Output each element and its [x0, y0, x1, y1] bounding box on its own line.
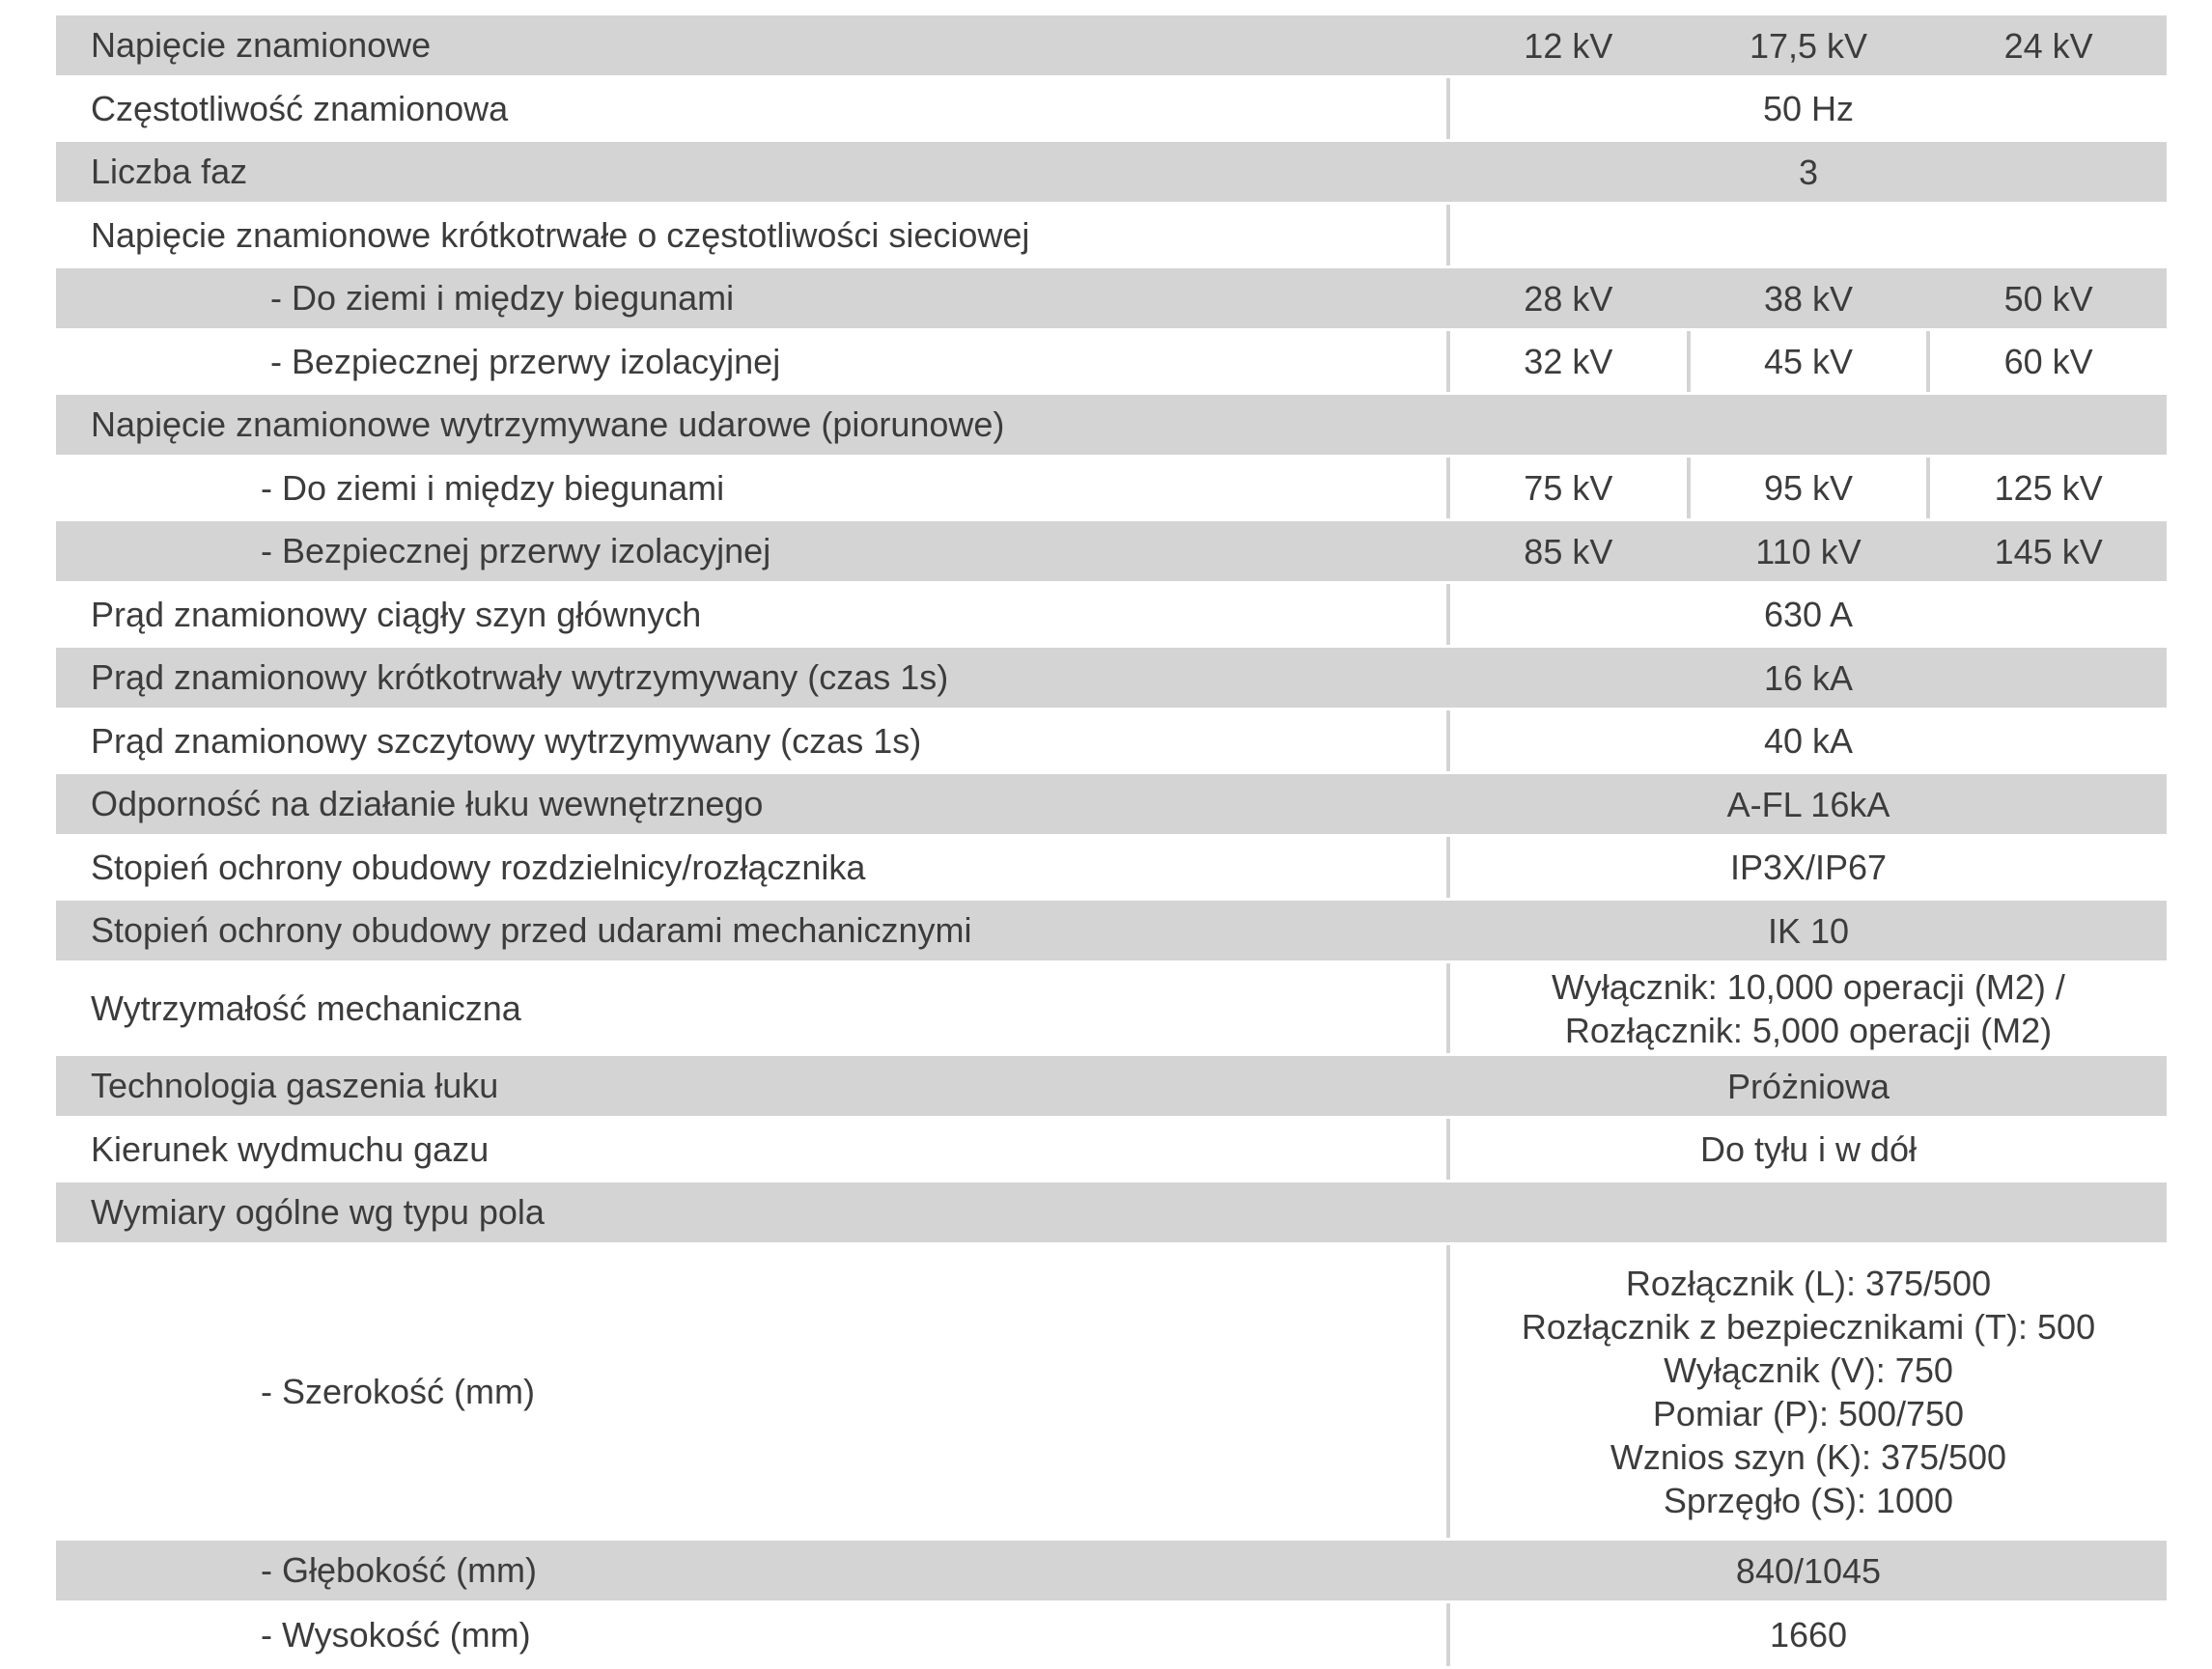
row-values	[1446, 331, 2167, 392]
table-row	[56, 648, 2167, 710]
value-cell: 40 kA	[1763, 721, 1854, 761]
value-cell: 630 A	[1763, 595, 1854, 634]
row-label: Napięcie znamionowe	[91, 25, 432, 65]
row-values	[1446, 521, 2167, 581]
value-cell: 50 kV	[2003, 278, 2093, 319]
value-cell: 145 kV	[1994, 531, 2103, 571]
row-values	[1446, 1541, 2167, 1600]
table-row	[56, 1056, 2167, 1119]
row-values	[1446, 963, 2167, 1053]
row-values	[1446, 458, 2167, 518]
value-cell: 24 kV	[2003, 25, 2093, 66]
row-values	[1446, 268, 2167, 328]
table-row	[56, 142, 2167, 205]
specification-table	[56, 15, 2167, 1669]
value-cell	[1450, 205, 2167, 265]
value-line: Rozłącznik (L): 375/500	[1625, 1263, 1992, 1303]
row-values	[1446, 395, 2167, 455]
row-label: - Bezpiecznej przerwy izolacyjnej	[261, 531, 771, 570]
row-label: - Wysokość (mm)	[261, 1614, 531, 1655]
value-cell: IP3X/IP67	[1729, 848, 1888, 887]
row-label: Prąd znamionowy krótkotrwały wytrzymywany (czas 1s)	[91, 657, 949, 697]
value-cell: 125 kV	[1926, 458, 2167, 518]
table-row	[56, 15, 2167, 78]
row-label: - Szerokość (mm)	[261, 1371, 536, 1411]
row-label: Stopień ochrony obudowy przed udarami mechanicznymi	[91, 910, 972, 950]
value-cell: 75 kV	[1524, 468, 1613, 508]
row-label: - Bezpiecznej przerwy izolacyjnej	[270, 341, 781, 381]
value-line: Wyłącznik (V): 750	[1664, 1349, 1953, 1390]
table-row	[56, 774, 2167, 837]
value-cell: 16 kA	[1763, 657, 1854, 698]
table-row	[56, 584, 2167, 648]
value-cell	[1450, 1182, 2167, 1242]
value-cell: 12 kV	[1524, 25, 1613, 66]
multiline-value	[1522, 1262, 2095, 1522]
value-cell: 840/1045	[1735, 1550, 1882, 1591]
row-values	[1446, 1056, 2167, 1116]
value-line: Rozłącznik: 5,000 operacji (M2)	[1564, 1010, 2053, 1050]
row-values	[1446, 78, 2167, 139]
row-values	[1446, 584, 2167, 645]
row-label: Prąd znamionowy ciągły szyn głównych	[91, 594, 702, 634]
table-row	[56, 837, 2167, 901]
row-label: - Głębokość (mm)	[261, 1550, 538, 1590]
value-cell: 32 kV	[1524, 342, 1613, 381]
row-values	[1446, 648, 2167, 708]
row-label: Napięcie znamionowe krótkotrwałe o częstotliwości sieciowej	[91, 214, 1030, 255]
table-row	[56, 1182, 2167, 1245]
table-row	[56, 1603, 2167, 1669]
table-row	[56, 205, 2167, 268]
row-label: Wytrzymałość mechaniczna	[91, 987, 521, 1028]
value-cell: A-FL 16kA	[1726, 784, 1890, 824]
row-values	[1446, 837, 2167, 898]
table-row	[56, 1245, 2167, 1541]
value-cell: Do tyłu i w dół	[1699, 1129, 1918, 1169]
value-cell: 1660	[1769, 1615, 1848, 1655]
row-label: - Do ziemi i między biegunami	[270, 278, 735, 318]
value-cell: 60 kV	[1926, 331, 2167, 392]
row-values	[1446, 142, 2167, 202]
value-cell: 45 kV	[1687, 331, 1927, 392]
row-values	[1446, 901, 2167, 960]
value-cell: 38 kV	[1763, 278, 1854, 319]
table-row	[56, 521, 2167, 584]
value-cell: 110 kV	[1755, 531, 1862, 571]
row-values	[1446, 710, 2167, 771]
row-label: Prąd znamionowy szczytowy wytrzymywany (czas 1s)	[91, 720, 922, 761]
table-row	[56, 1119, 2167, 1182]
row-label: Napięcie znamionowe wytrzymywane udarowe (piorunowe)	[91, 404, 1005, 444]
value-cell: 50 Hz	[1762, 89, 1855, 128]
value-line: Wznios szyn (K): 375/500	[1610, 1436, 2007, 1477]
value-line: Pomiar (P): 500/750	[1652, 1393, 1965, 1433]
table-row	[56, 1541, 2167, 1603]
table-row	[56, 395, 2167, 458]
table-row	[56, 78, 2167, 142]
table-row	[56, 331, 2167, 395]
value-cell: 95 kV	[1687, 458, 1927, 518]
row-label: Technologia gaszenia łuku	[91, 1066, 499, 1105]
row-values	[1446, 15, 2167, 75]
value-cell	[1450, 395, 2167, 455]
table-row	[56, 710, 2167, 774]
multiline-value	[1552, 965, 2065, 1052]
value-line: Sprzęgło (S): 1000	[1663, 1480, 1954, 1520]
row-label: Odporność na działanie łuku wewnętrznego	[91, 784, 764, 823]
row-values	[1446, 774, 2167, 834]
row-values	[1446, 1245, 2167, 1538]
value-cell	[1450, 1245, 2167, 1538]
row-values	[1446, 205, 2167, 265]
row-values	[1446, 1603, 2167, 1666]
row-label: Liczba faz	[91, 152, 248, 191]
row-label: Częstotliwość znamionowa	[91, 88, 509, 128]
value-cell: Próżniowa	[1726, 1066, 1890, 1106]
row-label: Kierunek wydmuchu gazu	[91, 1128, 490, 1169]
table-row	[56, 268, 2167, 331]
table-row	[56, 963, 2167, 1056]
value-cell: IK 10	[1767, 910, 1850, 951]
table-row	[56, 901, 2167, 963]
row-label: - Do ziemi i między biegunami	[261, 467, 725, 508]
value-cell: 17,5 kV	[1749, 25, 1868, 66]
value-line: Wyłącznik: 10,000 operacji (M2) /	[1552, 966, 2065, 1007]
value-cell: 28 kV	[1524, 278, 1613, 319]
value-cell	[1450, 963, 2167, 1053]
table-row	[56, 458, 2167, 521]
value-cell: 85 kV	[1524, 531, 1613, 571]
row-label: Stopień ochrony obudowy rozdzielnicy/rozłącznika	[91, 847, 866, 887]
value-cell: 3	[1798, 152, 1819, 192]
row-values	[1446, 1119, 2167, 1180]
row-values	[1446, 1182, 2167, 1242]
row-label: Wymiary ogólne wg typu pola	[91, 1192, 545, 1232]
value-line: Rozłącznik z bezpiecznikami (T): 500	[1521, 1306, 2096, 1347]
